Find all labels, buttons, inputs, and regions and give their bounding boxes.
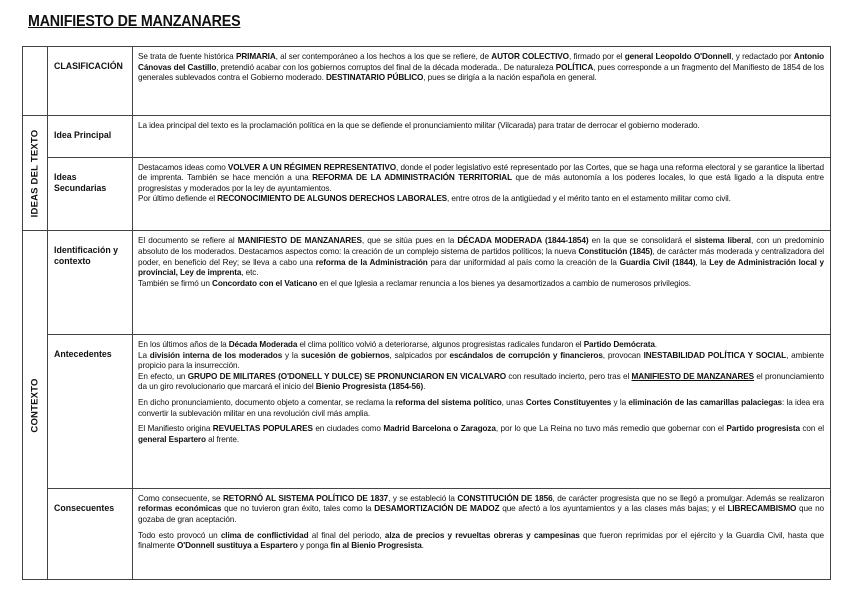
row-identificacion — [23, 231, 831, 335]
paragraph: También se firmó un Concordato con el Vaticano en el que Iglesia a reclamar renuncia a los bienes ya desamortizados a cambio de numerosos privilegios. — [138, 278, 691, 288]
paragraph: La división interna de los moderados y la sucesión de gobiernos, salpicados por escándalos de corrupción y financieros, provocan INESTABILIDAD POLÍTICA Y SOCIAL, ambiente propicio para la insurrección. — [138, 350, 824, 371]
section-contexto — [23, 231, 48, 580]
row-consecuentes — [23, 488, 831, 579]
row-ideas-secundarias — [23, 157, 831, 231]
row-content-idea-principal — [133, 115, 831, 157]
paragraph: Por último defiende el RECONOCIMIENTO DE ALGUNOS DERECHOS LABORALES, entre otros de la antigüedad y el mérito tanto en el estamento militar como civil. — [138, 194, 731, 204]
row-label-clasificacion: CLASIFICACIÓN — [48, 47, 133, 116]
row-clasificacion — [23, 47, 831, 116]
row-idea-principal — [23, 115, 831, 157]
section-label-ideas: IDEAS DEL TEXTO — [29, 129, 41, 217]
paragraph: En dicho pronunciamiento, documento objeto a comentar, se reclama la reforma del sistema político, unas Cortes Constituyentes y la eliminación de las camarillas palaciegas: la idea era convertir la sublevación militar en una revolución civil más amplia. — [138, 397, 824, 418]
row-label-consecuentes: Consecuentes — [48, 488, 133, 579]
row-content-antecedentes — [133, 335, 831, 489]
paragraph: Se trata de fuente histórica PRIMARIA, al ser contemporáneo a los hechos a los que se refiere, de AUTOR COLECTIVO, firmado por el general Leopoldo O'Donnell, y redactado por Antonio Cánovas del Castillo, pretendió acabar con los gobiernos corruptos del final de la década moderada.. De naturaleza POLÍTICA, pues corresponde a un fragmento del Manifiesto de 1854 de los generales sublevados contra el Gobierno moderado. DESTINATARIO PÚBLICO, pues se dirigía a la nación española en general. — [138, 52, 825, 83]
paragraph: La idea principal del texto es la proclamación política en la que se defiende el pronunciamiento militar (Vilcarada) para tratar de derrocar el gobierno moderado. — [138, 120, 700, 130]
section-empty-cell — [23, 47, 48, 116]
row-label-identificacion: Identificación y contexto — [48, 231, 133, 335]
commentary-table — [22, 46, 831, 580]
page-title: MANIFIESTO DE MANZANARES — [28, 13, 241, 30]
paragraph: Todo esto provocó un clima de conflictividad al final del periodo, alza de precios y revueltas obreras y campesinas que fueron reprimidas por el ejército y la Guardia Civil, hasta que finalmente O'Donnell sustituya a Espartero y ponga fin al Bienio Progresista. — [138, 530, 824, 551]
row-content-ideas-secundarias — [133, 157, 831, 231]
section-ideas-del-texto — [23, 115, 48, 231]
row-label-ideas-secundarias: Ideas Secundarias — [48, 157, 133, 231]
row-label-antecedentes: Antecedentes — [48, 335, 133, 489]
row-content-consecuentes — [133, 488, 831, 579]
row-label-idea-principal: Idea Principal — [48, 115, 133, 157]
paragraph: Como consecuente, se RETORNÓ AL SISTEMA POLÍTICO DE 1837, y se estableció la CONSTITUCIÓN DE 1856, de carácter progresista que no se llegó a promulgar. Además se realizaron reformas económicas que no tuvieron gran éxito, tales como la DESAMORTIZACIÓN DE MADOZ que afectó a los ayuntamientos y a las clases más bajas; y el LIBRECAMBISMO que no gozaba de gran aceptación. — [138, 493, 825, 524]
row-content-clasificacion — [133, 47, 831, 116]
section-label-contexto: CONTEXTO — [29, 378, 41, 433]
paragraph: Destacamos ideas como VOLVER A UN RÉGIMEN REPRESENTATIVO, donde el poder legislativo esté representado por las Cortes, que se haga una reforma electoral y se garantice la libertad de imprenta. También se hace mención a una REFORMA DE LA ADMINISTRACIÓN TERRITORIAL que de más autonomía a los poderes locales, lo que está ligado a la disputa entre progresistas y moderados por la ley de ayuntamientos. — [138, 162, 824, 193]
row-antecedentes — [23, 335, 831, 489]
paragraph: El Manifiesto origina REVUELTAS POPULARES en ciudades como Madrid Barcelona o Zaragoza, por lo que La Reina no tuvo más remedio que gobernar con el Partido progresista con el general Espartero al frente. — [138, 424, 825, 444]
paragraph: El documento se refiere al MANIFIESTO DE MANZANARES, que se sitúa pues en la DÉCADA MODERADA (1844-1854) en la que se consolidará el sistema liberal, con un predominio absoluto de los moderados. Destacamos aspectos como: la creación de un complejo sistema de partidos políticos; la nueva Constitución (1845), de carácter más moderada y centralizadora del poder, en beneficio del Rey; se lleva a cabo una reforma de la Administración para dar uniformidad al país como la creación de la Guardia Civil (1844), la Ley de Administración local y provincial, Ley de imprenta, etc. — [138, 236, 825, 278]
paragraph: En los últimos años de la Década Moderada el clima político volvió a deteriorarse, algunos progresistas radicales fundaron el Partido Demócrata. — [138, 340, 657, 349]
row-content-identificacion — [133, 231, 831, 335]
paragraph: En efecto, un GRUPO DE MILITARES (O'DONELL Y DULCE) SE PRONUNCIARON EN VICALVARO con resultado incierto, pero tras el MANIFIESTO DE MANZANARES el pronunciamiento da un giro revolucionario que marcará el inicio del Bienio Progresista (1854-56). — [138, 371, 825, 392]
